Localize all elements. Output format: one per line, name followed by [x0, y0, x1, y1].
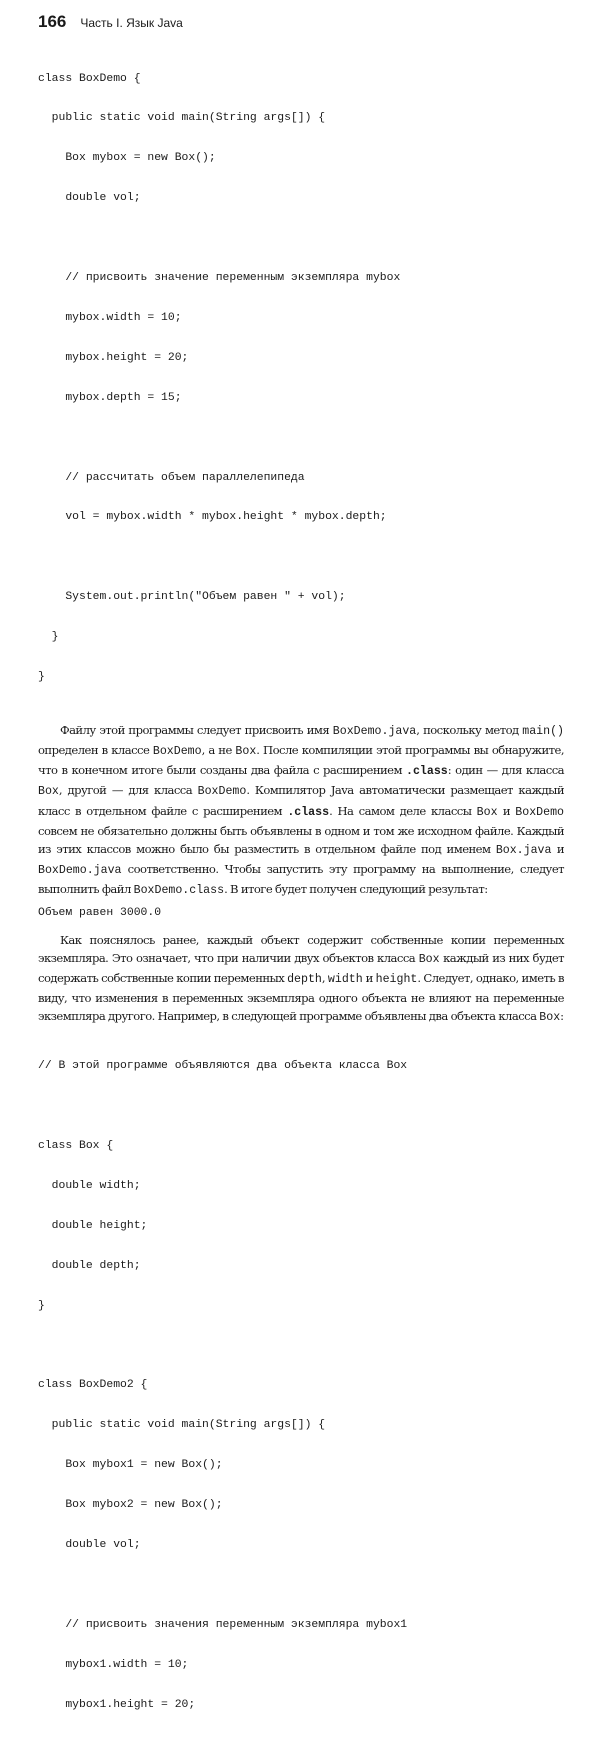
code-line: double height; — [38, 1219, 148, 1232]
body-paragraph-1: Файлу этой программы следует присвоить имя BoxDemo.java, поскольку метод main() определен в классе BoxDemo, а не Box. После компиляции этой программы вы обнаружите, что в конечном итоге были созданы два файла с расширением .class: один — для класса Box, другой — для класса BoxDemo. Компилятор Java автоматически размещает каждый класс в отдельном файле с расширением .class. На самом деле классы Box и BoxDemo совсем не обязательно должны быть объявлены в одном и том же исходном файле. Каждый из этих классов можно было бы разместить в отдельном файле под именем Box.java и BoxDemo.java соответственно. Чтобы запустить эту программу на выполнение, следует выполнить файл BoxDemo.class. В итоге будет получен следующий результат: — [38, 722, 565, 898]
code-line: double depth; — [38, 1259, 141, 1272]
code-line: mybox1.width = 10; — [38, 1658, 189, 1671]
code-line — [38, 1340, 564, 1353]
code-line: class Box { — [38, 1140, 114, 1153]
code-listing-boxdemo — [38, 46, 564, 711]
code-line: System.out.println("Объем равен " + vol); — [38, 591, 346, 604]
code-line — [38, 432, 564, 445]
program-output: Объем равен 3000.0 — [38, 906, 162, 919]
code-line: // В этой программе объявляются два объекта класса Box — [38, 1060, 408, 1073]
page-number: 166 — [38, 12, 67, 31]
code-listing-boxdemo2 — [38, 1034, 564, 1738]
body-paragraph-2: Как пояснялось ранее, каждый объект содержит собственные копии переменных экземпляра. Это означает, что при наличии двух объектов класса Box каждый из них будет содержать собственные копии переменных depth, width и height. Следует, однако, иметь в виду, что изменения в переменных экземпляра одного объекта не влияют на переменные экземпляра другого. Например, в следующей программе объявлены два объекта класса Box: — [38, 932, 565, 1025]
part-title: Часть I. Язык Java — [80, 16, 183, 30]
code-line: class BoxDemo2 { — [38, 1379, 148, 1392]
code-line: // присвоить значение переменным экземпляра mybox — [38, 272, 401, 285]
code-line: // рассчитать объем параллелепипеда — [38, 471, 305, 484]
code-line: double vol; — [38, 1538, 141, 1551]
code-line — [38, 551, 564, 564]
code-line: public static void main(String args[]) { — [38, 1419, 326, 1432]
code-line: mybox1.height = 20; — [38, 1698, 196, 1711]
code-line: double vol; — [38, 192, 141, 205]
code-line: // присвоить значения переменным экземпляра mybox1 — [38, 1618, 408, 1631]
code-line: mybox.height = 20; — [38, 351, 189, 364]
code-line: } — [38, 670, 45, 683]
code-line: mybox.depth = 15; — [38, 391, 182, 404]
code-line: Box mybox2 = new Box(); — [38, 1499, 223, 1512]
code-line: double width; — [38, 1179, 141, 1192]
code-line: mybox.width = 10; — [38, 311, 182, 324]
code-line: public static void main(String args[]) { — [38, 112, 326, 125]
code-line: Box mybox = new Box(); — [38, 152, 216, 165]
code-line: Box mybox1 = new Box(); — [38, 1459, 223, 1472]
book-page — [38, 12, 564, 1738]
code-line — [38, 232, 564, 245]
code-line — [38, 1100, 564, 1113]
code-line — [38, 1579, 564, 1592]
code-line: } — [38, 631, 59, 644]
code-line: vol = mybox.width * mybox.height * mybox.depth; — [38, 511, 387, 524]
code-line: class BoxDemo { — [38, 72, 141, 85]
code-line: } — [38, 1299, 45, 1312]
running-header — [38, 12, 564, 36]
